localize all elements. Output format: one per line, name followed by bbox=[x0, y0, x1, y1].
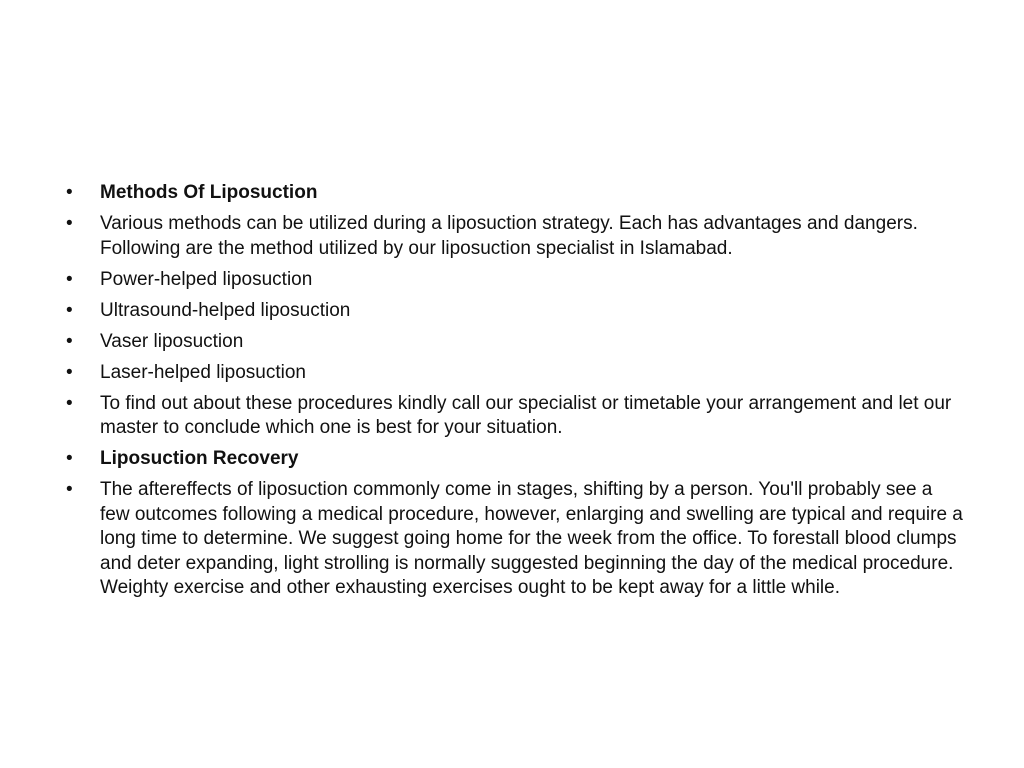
list-item bbox=[66, 299, 966, 324]
heading-methods: Methods Of Liposuction bbox=[100, 182, 318, 203]
bullet-icon: • bbox=[66, 448, 73, 469]
bullet-icon: • bbox=[66, 361, 73, 383]
list-item bbox=[66, 392, 966, 441]
heading-recovery: Liposuction Recovery bbox=[100, 448, 299, 469]
bullet-icon: • bbox=[66, 330, 73, 352]
list-item bbox=[66, 447, 966, 472]
bullet-icon: • bbox=[66, 182, 73, 203]
list-item bbox=[66, 478, 966, 601]
list-item bbox=[66, 330, 966, 355]
list-item-text: Power-helped liposuction bbox=[100, 268, 313, 290]
list-item bbox=[66, 212, 966, 261]
list-item bbox=[66, 268, 966, 293]
bullet-icon: • bbox=[66, 392, 73, 414]
bullet-icon: • bbox=[66, 213, 73, 234]
list-item-text: Various methods can be utilized during a liposuction strategy. Each has advantages and dangers. Following are the method utilized by our liposuction specialist in Islamabad. bbox=[100, 213, 918, 259]
list-item-text: Laser-helped liposuction bbox=[100, 361, 306, 383]
bullet-list bbox=[66, 181, 966, 607]
list-item-text: Ultrasound-helped liposuction bbox=[100, 299, 351, 321]
list-item-text: Vaser liposuction bbox=[100, 330, 244, 352]
bullet-icon: • bbox=[66, 268, 73, 290]
list-item-text: The aftereffects of liposuction commonly come in stages, shifting by a person. You'll probably see a few outcomes following a medical procedure, however, enlarging and swelling are typical and require a long time to determine. We suggest going home for the week from the office. To forestall blood clumps and deter expanding, light strolling is normally suggested beginning the day of the medical procedure. Weighty exercise and other exhausting exercises ought to be kept away for a little while. bbox=[100, 479, 963, 598]
list-item bbox=[66, 361, 966, 386]
list-item bbox=[66, 181, 966, 206]
bullet-icon: • bbox=[66, 299, 73, 321]
list-item-text: To find out about these procedures kindly call our specialist or timetable your arrangement and let our master to conclude which one is best for your situation. bbox=[100, 392, 952, 438]
bullet-icon: • bbox=[66, 479, 73, 500]
